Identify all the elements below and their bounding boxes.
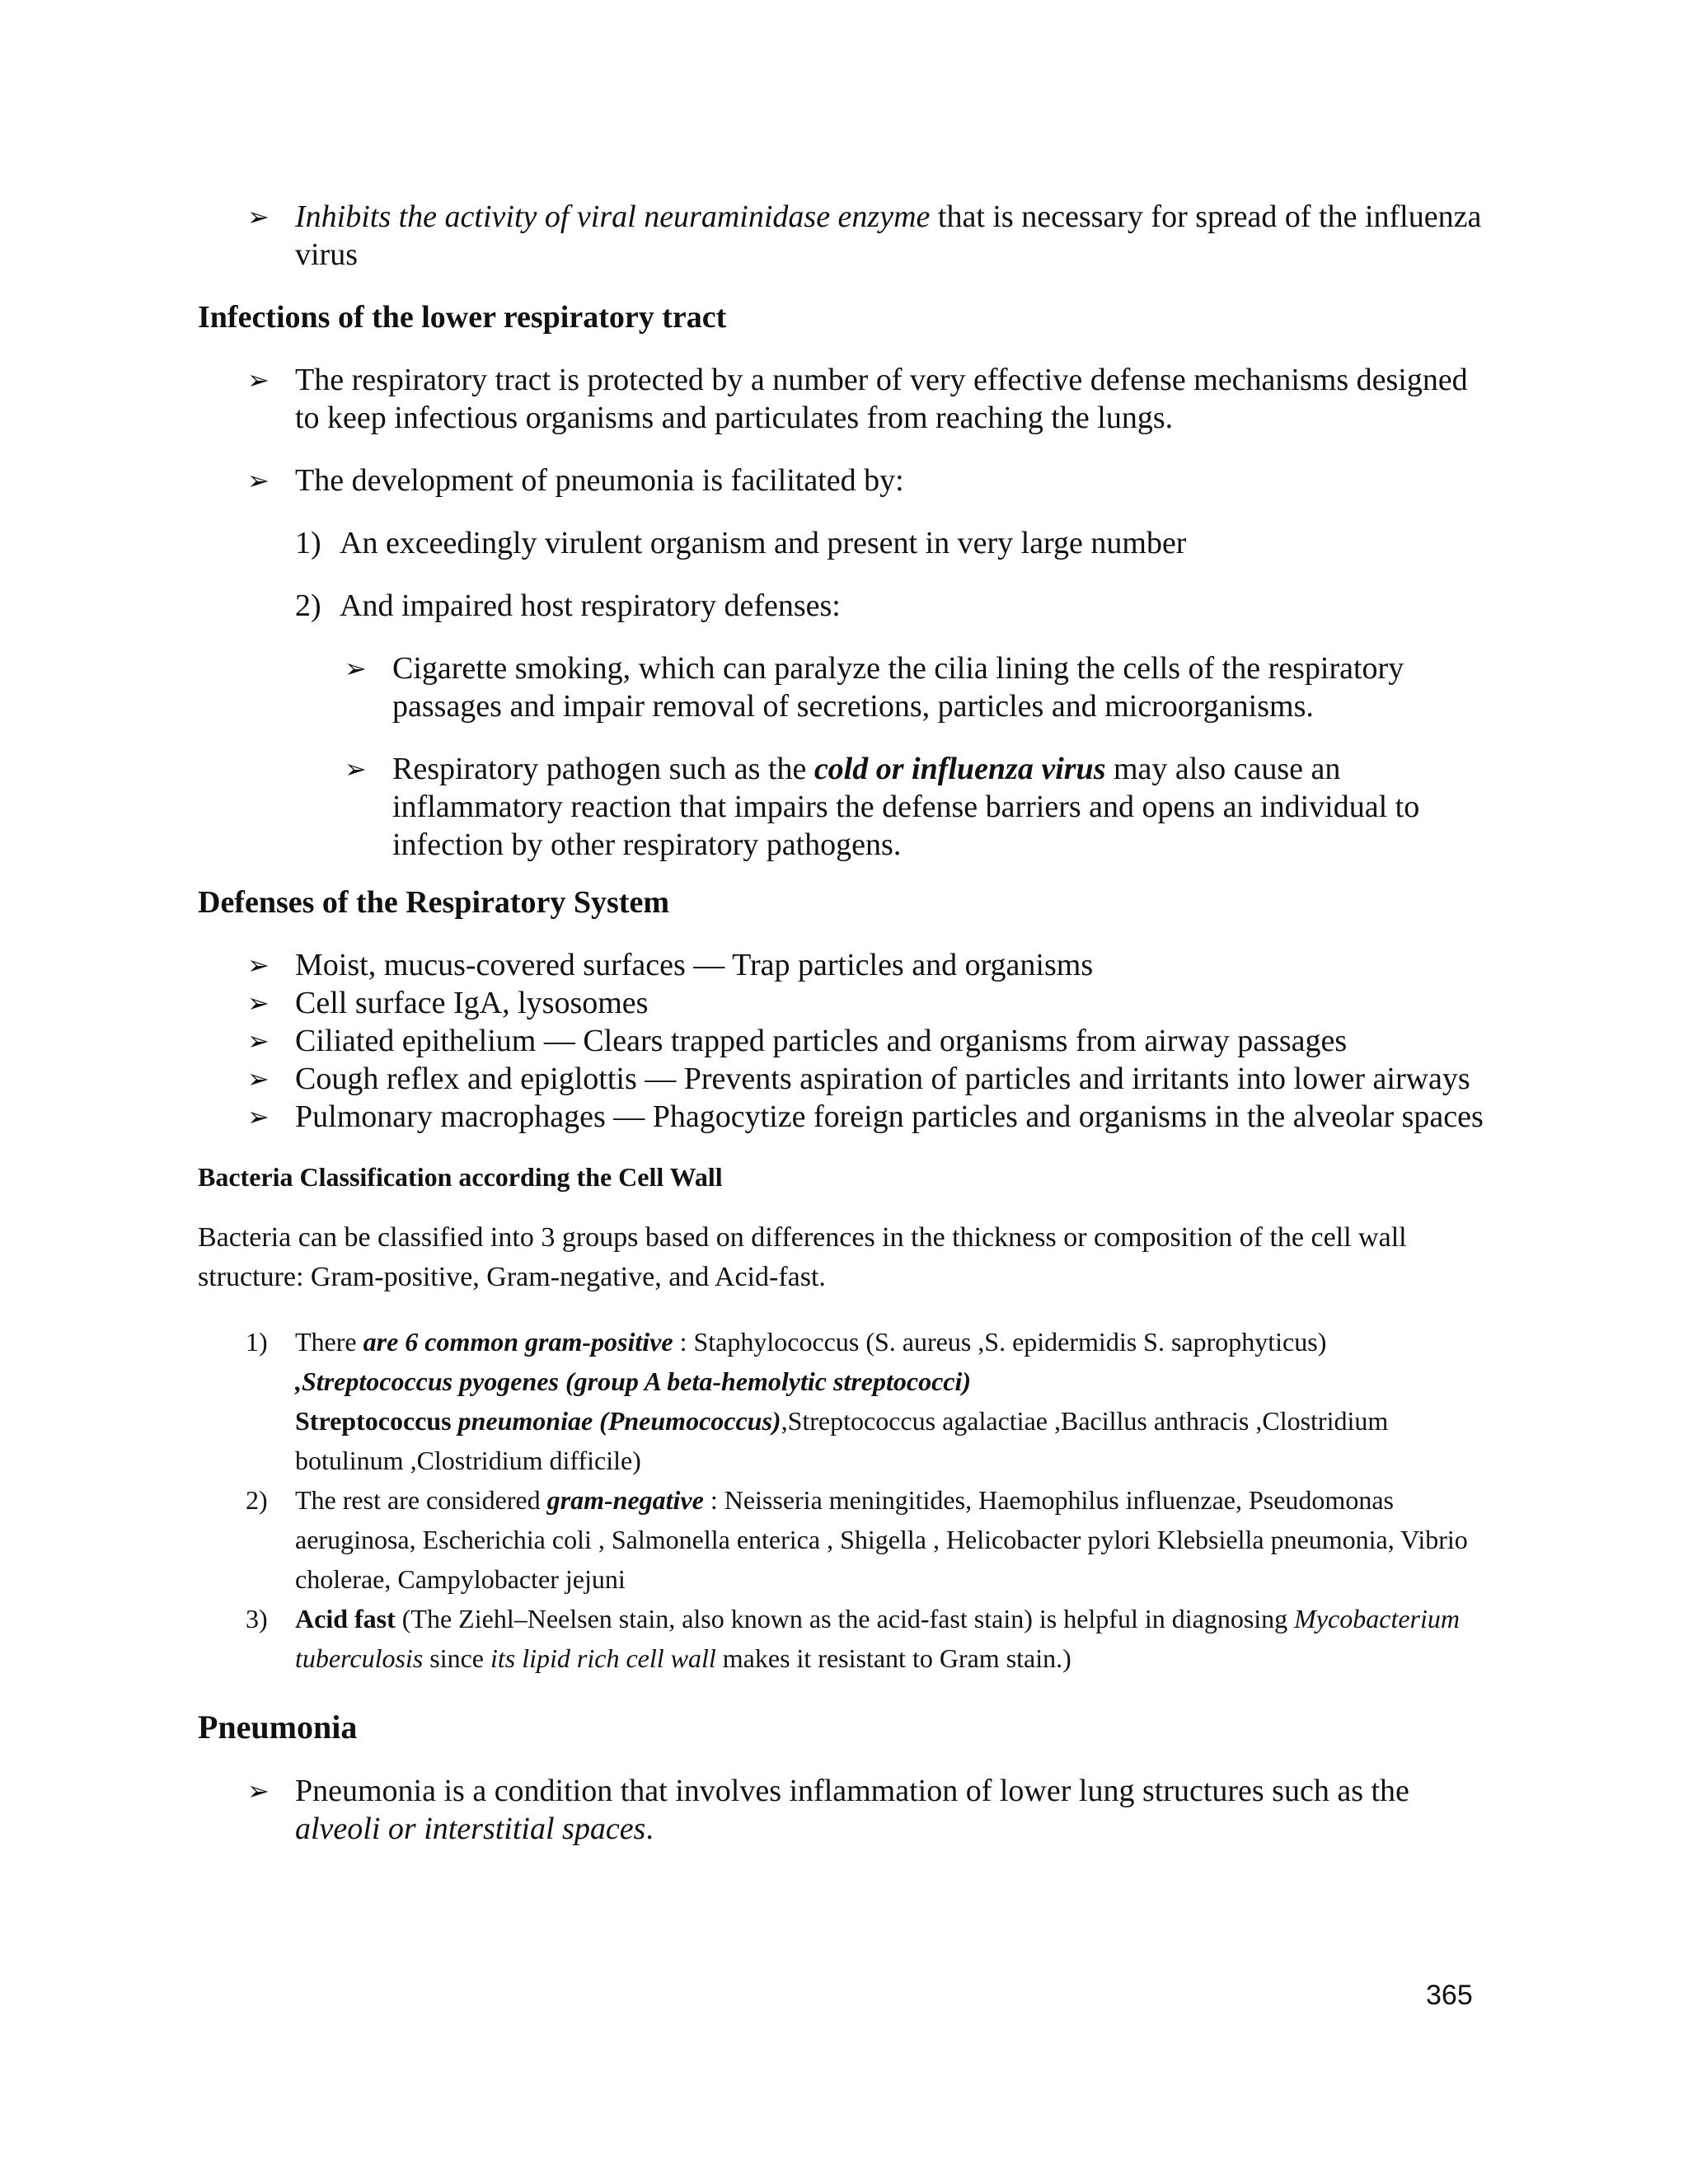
bacteria-item-gram-negative: 2) The rest are considered gram-negative : Neisseria meningitides, Haemophilus influenzae, Pseudomonas aeruginosa, Escherichia coli , Salmonella enterica , Shigella , Helicobacter pylori Klebsiella pneumonia, Vibrio cholerae, Campylobacter jejuni bbox=[246, 1485, 1468, 1594]
arrowhead-bullet-icon: ➢ bbox=[247, 1025, 270, 1057]
arrowhead-bullet-icon: ➢ bbox=[247, 201, 270, 232]
arrowhead-bullet-icon: ➢ bbox=[247, 1775, 270, 1807]
arrowhead-bullet-icon: ➢ bbox=[247, 364, 270, 396]
list-item: ➢ Pulmonary macrophages — Phagocytize foreign particles and organisms in the alveolar spaces bbox=[247, 1099, 1484, 1134]
numbered-item-1: 1) An exceedingly virulent organism and present in very large number bbox=[295, 526, 1187, 560]
heading-lower-respiratory: Infections of the lower respiratory tract bbox=[198, 300, 727, 335]
heading-bacteria-classification: Bacteria Classification according the Cell Wall bbox=[198, 1162, 723, 1192]
defenses-list bbox=[198, 946, 1484, 1136]
bullet-pneumonia-definition: ➢ Pneumonia is a condition that involves inflammation of lower lung structures such as the alveoli or interstitial spaces. bbox=[247, 1774, 1409, 1846]
sub-bullet-cigarette: ➢ Cigarette smoking, which can paralyze the cilia lining the cells of the respiratory passages and impair removal of secretions, particles and microorganisms. bbox=[345, 651, 1404, 724]
page-number: 365 bbox=[1426, 1980, 1473, 2011]
list-item: ➢ Ciliated epithelium — Clears trapped particles and organisms from airway passages bbox=[247, 1024, 1348, 1058]
arrowhead-bullet-icon: ➢ bbox=[247, 1101, 270, 1132]
arrowhead-bullet-icon: ➢ bbox=[247, 465, 270, 496]
heading-pneumonia: Pneumonia bbox=[198, 1708, 358, 1746]
bacteria-item-acid-fast: 3) Acid fast (The Ziehl–Neelsen stain, also known as the acid-fast stain) is helpful in diagnosing Mycobacterium tuberculosis since its lipid rich cell wall makes it resistant to Gram stain.) bbox=[246, 1604, 1460, 1673]
numbered-item-2: 2) And impaired host respiratory defenses: bbox=[295, 588, 841, 623]
bullet-pneumonia-facilitated: ➢ The development of pneumonia is facilitated by: bbox=[247, 463, 904, 498]
arrowhead-bullet-icon: ➢ bbox=[345, 653, 367, 684]
arrowhead-bullet-icon: ➢ bbox=[345, 753, 367, 785]
bacteria-intro: Bacteria can be classified into 3 groups based on differences in the thickness or composition of the cell wall structure: Gram-positive, Gram-negative, and Acid-fast. bbox=[198, 1222, 1407, 1292]
bacteria-list bbox=[198, 1322, 1484, 1678]
page-content bbox=[198, 198, 1484, 1848]
arrowhead-bullet-icon: ➢ bbox=[247, 949, 270, 981]
heading-defenses: Defenses of the Respiratory System bbox=[198, 885, 669, 920]
bullet-defense-mechanisms: ➢ The respiratory tract is protected by a number of very effective defense mechanisms designed to keep infectious organisms and particulates from reaching the lungs. bbox=[247, 363, 1468, 435]
arrowhead-bullet-icon: ➢ bbox=[247, 1063, 270, 1094]
bullet-neuraminidase: ➢ Inhibits the activity of viral neuraminidase enzyme that is necessary for spread of the influenza virus bbox=[247, 199, 1482, 272]
list-item: ➢ Moist, mucus-covered surfaces — Trap particles and organisms bbox=[247, 948, 1094, 982]
list-item: ➢ Cough reflex and epiglottis — Prevents aspiration of particles and irritants into lower airways bbox=[247, 1062, 1470, 1096]
arrowhead-bullet-icon: ➢ bbox=[247, 987, 270, 1019]
list-item: ➢ Cell surface IgA, lysosomes bbox=[247, 986, 649, 1020]
sub-bullet-pathogen: ➢ Respiratory pathogen such as the cold or influenza virus may also cause an inflammatory reaction that impairs the defense barriers and opens an individual to infection by other respiratory pathogens. bbox=[345, 752, 1420, 862]
sub-bullets bbox=[295, 649, 1484, 864]
bacteria-item-gram-positive: 1) There are 6 common gram-positive : Staphylococcus (S. aureus ,S. epidermidis S. saprophyticus) ,Streptococcus pyogenes (group A beta-hemolytic streptococci) Streptococcus pneumoniae (Pneumococcus),Streptococcus agalactiae ,Bacillus anthracis ,Clostridium botulinum ,Clostridium difficile) bbox=[246, 1327, 1389, 1475]
